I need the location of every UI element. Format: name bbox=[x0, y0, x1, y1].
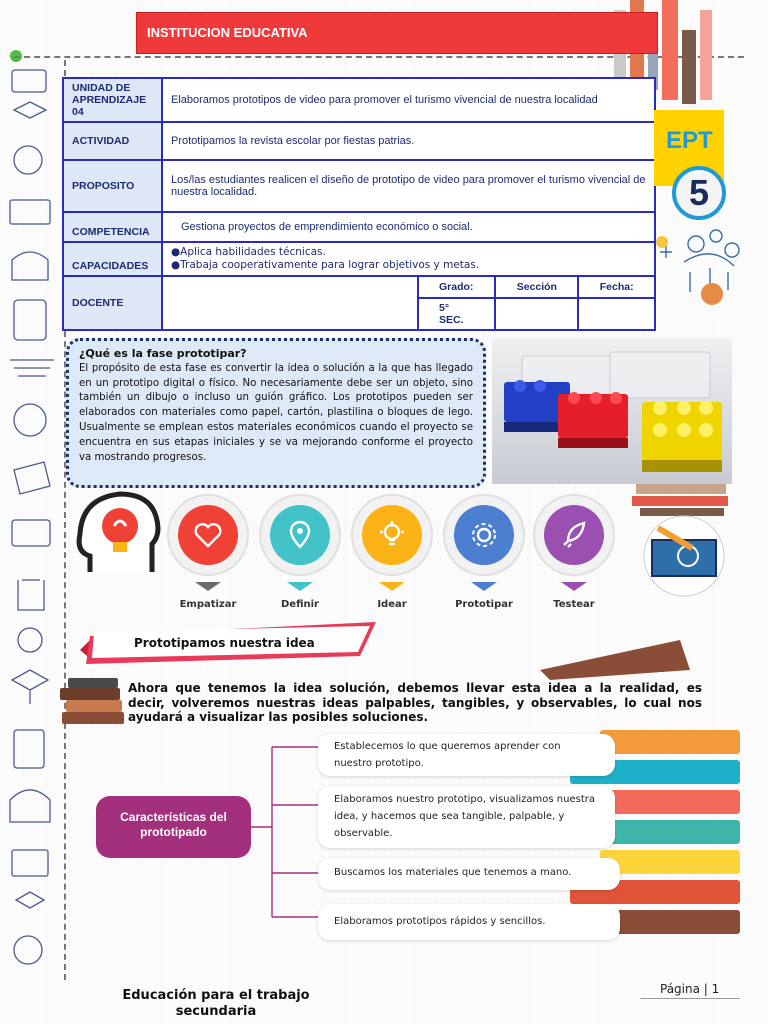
capacity-item: ●Trabaja cooperativamente para lograr objetivos y metas. bbox=[171, 259, 480, 271]
activity-label: ACTIVIDAD bbox=[63, 122, 162, 160]
head-lightbulb-icon bbox=[70, 486, 166, 582]
step-idear bbox=[351, 494, 433, 576]
step-label: Prototipar bbox=[455, 599, 513, 610]
section-label: Sección bbox=[495, 276, 578, 298]
stripe bbox=[600, 850, 740, 874]
capacities-label: CAPACIDADES bbox=[63, 242, 162, 276]
purpose-label: PROPOSITO bbox=[63, 160, 162, 212]
step-arrow bbox=[195, 582, 221, 591]
teacher-value bbox=[162, 276, 418, 330]
capacities-value bbox=[162, 242, 655, 276]
step-arrow bbox=[471, 582, 497, 591]
page-number: Página | 1 bbox=[660, 982, 720, 996]
competence-label: COMPETENCIA bbox=[63, 212, 162, 242]
section-title: Prototipamos nuestra idea bbox=[134, 636, 315, 650]
step-definir bbox=[259, 494, 341, 576]
page-rule bbox=[640, 998, 740, 999]
ept-subject: EPT bbox=[666, 127, 713, 154]
bracket-connector bbox=[250, 745, 322, 927]
purpose-value: Los/las estudiantes realicen el diseño de prototipo de video para promover el turismo vivencial de nuestra localidad. bbox=[162, 160, 655, 212]
step-label: Idear bbox=[377, 599, 407, 610]
blueprint-icon bbox=[628, 484, 738, 600]
characteristic-item: Establecemos lo que queremos aprender con nuestro prototipo. bbox=[318, 734, 615, 776]
step-arrow bbox=[379, 582, 405, 591]
section-value bbox=[495, 298, 578, 330]
footer-title: Educación para el trabajo secundaria bbox=[122, 988, 310, 1019]
ept-badge bbox=[654, 110, 754, 310]
characteristic-item: Buscamos los materiales que tenemos a mano. bbox=[318, 858, 620, 890]
grade-value: 5° SEC. bbox=[418, 298, 495, 330]
lightbulb-icon bbox=[376, 519, 408, 551]
lego-blocks-image bbox=[492, 338, 732, 484]
institution-header: INSTITUCION EDUCATIVA bbox=[136, 12, 658, 54]
capacity-item: ●Aplica habilidades técnicas. bbox=[171, 246, 326, 258]
design-thinking-steps bbox=[70, 486, 630, 616]
characteristic-item: Elaboramos nuestro prototipo, visualizamos nuestra idea, y hacemos que sea tangible, palpable, y observable. bbox=[318, 786, 615, 848]
step-arrow bbox=[287, 582, 313, 591]
heart-icon bbox=[192, 519, 224, 551]
brain-gears-icon bbox=[654, 222, 750, 312]
characteristic-item: Elaboramos prototipos rápidos y sencillos. bbox=[318, 904, 620, 940]
teacher-label: DOCENTE bbox=[63, 276, 162, 330]
prototype-definition-box bbox=[66, 338, 486, 488]
grade-label: Grado: bbox=[418, 276, 495, 298]
step-empatizar bbox=[167, 494, 249, 576]
step-testear bbox=[533, 494, 615, 576]
gear-icon bbox=[468, 519, 500, 551]
step-empatizar-inner bbox=[178, 505, 238, 565]
step-arrow bbox=[561, 582, 587, 591]
prototype-definition-body: El propósito de esta fase es convertir la idea o solución a la que has llegado en un prototipo digital o físico. No necesariamente debe ser un objeto, sino también un dibujo o incluso un guión gráfico. Los prototipos pueden ser elaborados con materiales como papel, cartón, plastilina o bloques de lego. Usualmente se emplean estos materiales económicos cuando el proyecto se encuentra en sus etapas iniciales y se va mejorando conforme el proyecto va mostrando progresos. bbox=[79, 362, 473, 463]
characteristics-label: Características del prototipado bbox=[96, 796, 251, 858]
stacked-books-icon bbox=[58, 676, 128, 728]
unit-label: UNIDAD DE APRENDIZAJE 04 bbox=[63, 78, 162, 122]
location-pin-icon bbox=[284, 519, 316, 551]
unit-value: Elaboramos prototipos de video para promover el turismo vivencial de nuestra localidad bbox=[162, 78, 655, 122]
step-definir-inner bbox=[270, 505, 330, 565]
step-testear-inner bbox=[544, 505, 604, 565]
step-prototipar-inner bbox=[454, 505, 514, 565]
brown-book-decoration bbox=[540, 640, 690, 680]
section-intro: Ahora que tenemos la idea solución, debemos llevar esta idea a la realidad, es decir, volveremos nuestras ideas palpables, tangibles, y observables, lo cual nos ayudará a visualizar las posibles soluciones. bbox=[128, 681, 702, 724]
date-label: Fecha: bbox=[578, 276, 655, 298]
step-label: Empatizar bbox=[179, 599, 237, 610]
step-prototipar bbox=[443, 494, 525, 576]
step-label: Definir bbox=[281, 599, 319, 610]
step-label: Testear bbox=[553, 599, 595, 610]
doodles-illustration bbox=[0, 0, 66, 1024]
prototype-definition-title: ¿Qué es la fase prototipar? bbox=[79, 347, 247, 360]
rocket-icon bbox=[558, 519, 590, 551]
info-table bbox=[62, 77, 656, 331]
step-idear-inner bbox=[362, 505, 422, 565]
date-value bbox=[578, 298, 655, 330]
stripe bbox=[600, 730, 740, 754]
activity-value: Prototipamos la revista escolar por fiestas patrias. bbox=[162, 122, 655, 160]
competence-value: Gestiona proyectos de emprendimiento económico o social. bbox=[162, 212, 655, 242]
ept-grade-circle: 5 bbox=[672, 166, 726, 220]
left-doodle-border bbox=[0, 0, 66, 1024]
